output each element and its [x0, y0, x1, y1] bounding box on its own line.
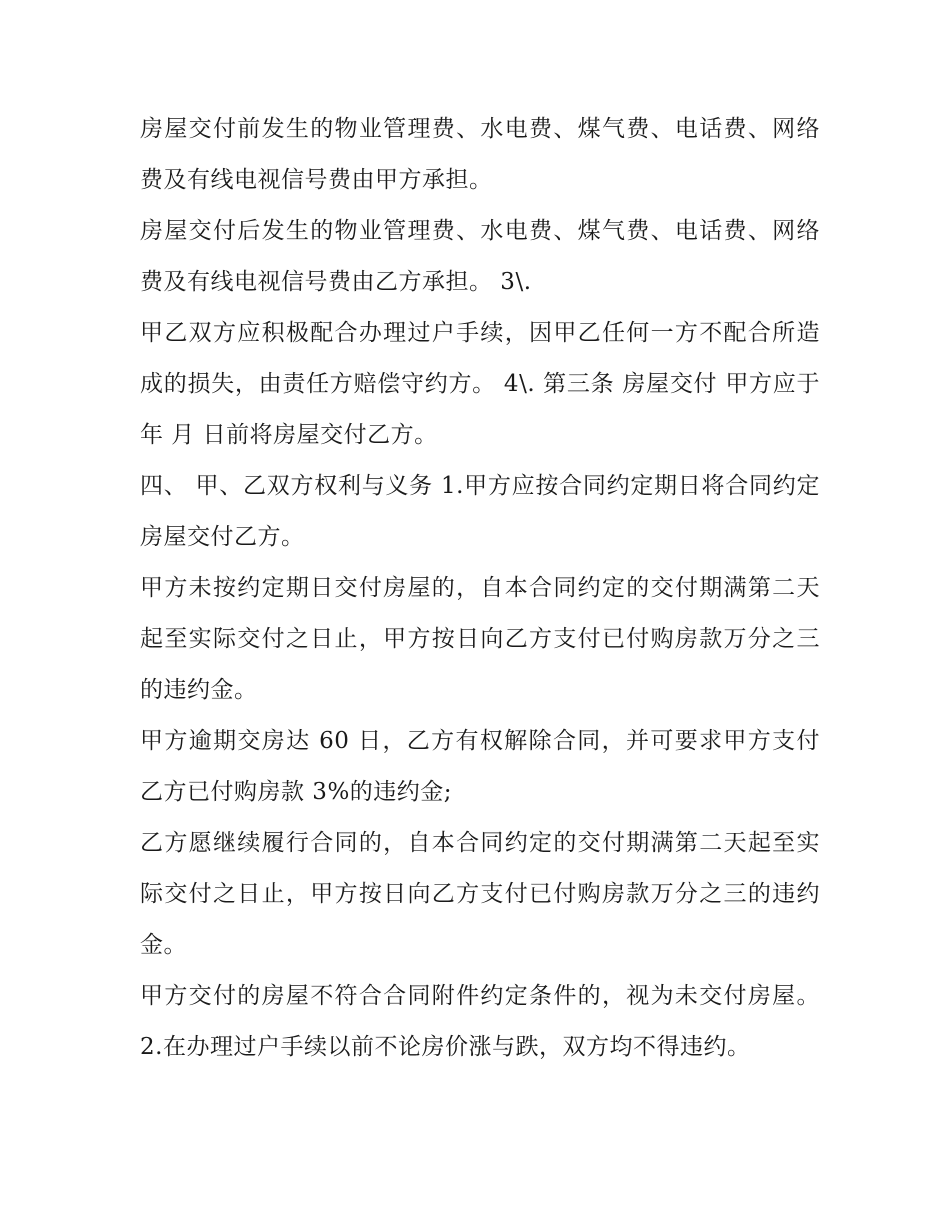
paragraph-transfer-cooperation: 甲乙双方应积极配合办理过户手续，因甲乙任何一方不配合所造成的损失，由责任方赔偿守约方。 4\. 第三条 房屋交付 甲方应于 年 月 日前将房屋交付乙方。 — [140, 320, 821, 448]
paragraph-termination-right: 甲方逾期交房达 60 日，乙方有权解除合同，并可要求甲方支付乙方已付购房款 3%的违约金; — [140, 728, 820, 805]
paragraph-continue-performance: 乙方愿继续履行合同的，自本合同约定的交付期满第二天起至实际交付之日止，甲方按日向乙方支付已付购房款万分之三的违约金。 — [140, 830, 820, 958]
paragraph-rights-obligations: 四、 甲、乙双方权利与义务 1.甲方应按合同约定期日将合同约定房屋交付乙方。 — [140, 473, 820, 550]
paragraph-fees-before-delivery: 房屋交付前发生的物业管理费、水电费、煤气费、电话费、网络费及有线电视信号费由甲方承担。 — [140, 116, 820, 193]
paragraph-fees-after-delivery: 房屋交付后发生的物业管理费、水电费、煤气费、电话费、网络费及有线电视信号费由乙方承担。 3\. — [140, 218, 820, 295]
paragraph-nonconforming-delivery: 甲方交付的房屋不符合合同附件约定条件的，视为未交付房屋。 2.在办理过户手续以前不论房价涨与跌，双方均不得违约。 — [140, 983, 820, 1060]
paragraph-late-delivery-penalty: 甲方未按约定期日交付房屋的，自本合同约定的交付期满第二天起至实际交付之日止，甲方按日向乙方支付已付购房款万分之三的违约金。 — [140, 575, 820, 703]
document-body — [140, 104, 820, 1073]
